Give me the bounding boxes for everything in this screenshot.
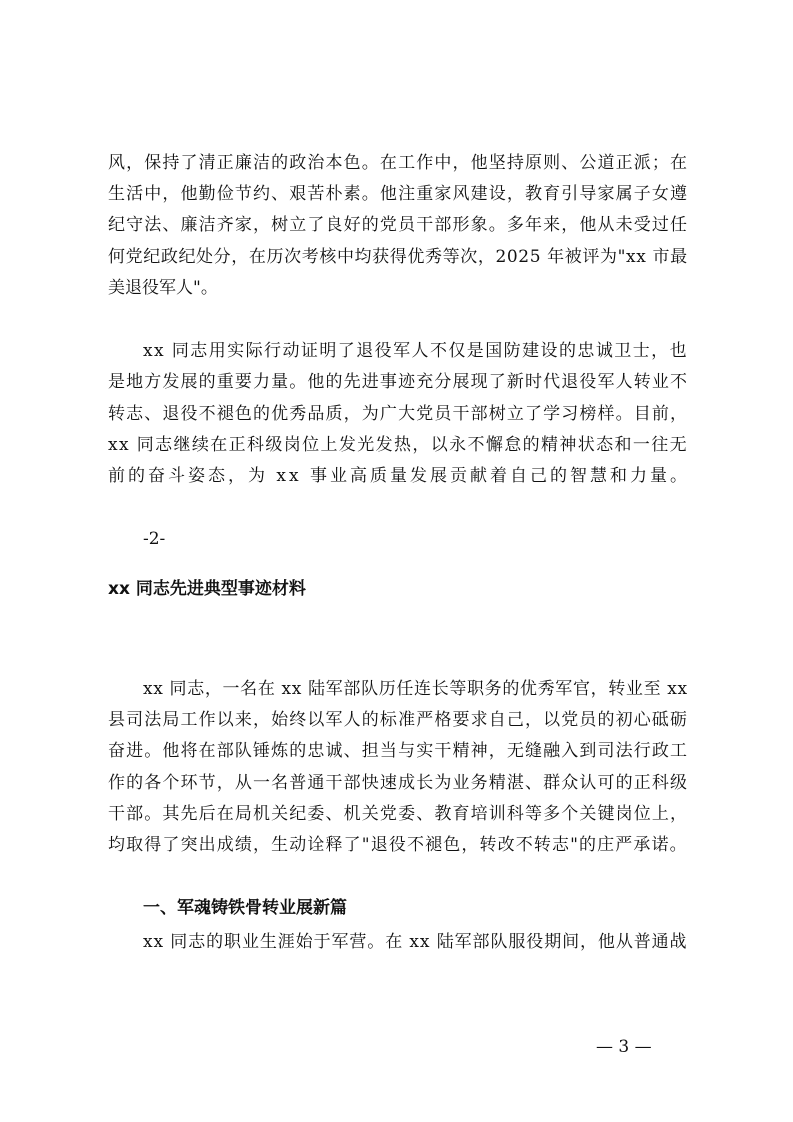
inline-page-number: -2-	[143, 529, 166, 549]
page-number-footer: — 3 —	[596, 1037, 652, 1057]
body-text-line: 作的各个环节，从一名普通干部快速成长为业务精湛、群众认可的正科级	[108, 773, 689, 793]
body-text-line: xx 同志继续在正科级岗位上发光发热，以永不懈怠的精神状态和一往无	[108, 435, 688, 455]
body-text-line: 转志、退役不褪色的优秀品质，为广大党员干部树立了学习榜样。目前，	[108, 404, 689, 424]
body-text-line: 县司法局工作以来，始终以军人的标准严格要求自己，以党员的初心砥砺	[108, 710, 689, 730]
body-text-line: 何党纪政纪处分，在历次考核中均获得优秀等次，2025 年被评为"xx 市最	[108, 247, 688, 267]
body-text-line: 美退役军人"。	[108, 278, 218, 298]
body-text-line: xx 同志，一名在 xx 陆军部队历任连长等职务的优秀军官，转业至 xx	[143, 679, 688, 699]
body-text-line: 前的奋斗姿态，为 xx 事业高质量发展贡献着自己的智慧和力量。	[108, 466, 690, 486]
body-text-line: 是地方发展的重要力量。他的先进事迹充分展现了新时代退役军人转业不	[108, 372, 689, 392]
body-text-line: 风，保持了清正廉洁的政治本色。在工作中，他坚持原则、公道正派；在	[108, 153, 689, 173]
body-text-line: 均取得了突出成绩，生动诠释了"退役不褪色，转改不转志"的庄严承诺。	[108, 835, 688, 855]
body-text-line: xx 同志用实际行动证明了退役军人不仅是国防建设的忠诚卫士，也	[143, 341, 689, 361]
body-text-line: 纪守法、廉洁齐家，树立了良好的党员干部形象。多年来，他从未受过任	[108, 215, 689, 235]
body-text-line: xx 同志的职业生涯始于军营。在 xx 陆军部队服役期间，他从普通战	[143, 932, 688, 952]
body-text-line: 干部。其先后在局机关纪委、机关党委、教育培训科等多个关键岗位上，	[108, 804, 689, 824]
document-title: xx 同志先进典型事迹材料	[108, 579, 306, 599]
section-heading: 一、军魂铸铁骨转业展新篇	[143, 898, 347, 918]
body-text-line: 生活中，他勤俭节约、艰苦朴素。他注重家风建设，教育引导家属子女遵	[108, 184, 689, 204]
body-text-line: 奋进。他将在部队锤炼的忠诚、担当与实干精神，无缝融入到司法行政工	[108, 741, 689, 761]
